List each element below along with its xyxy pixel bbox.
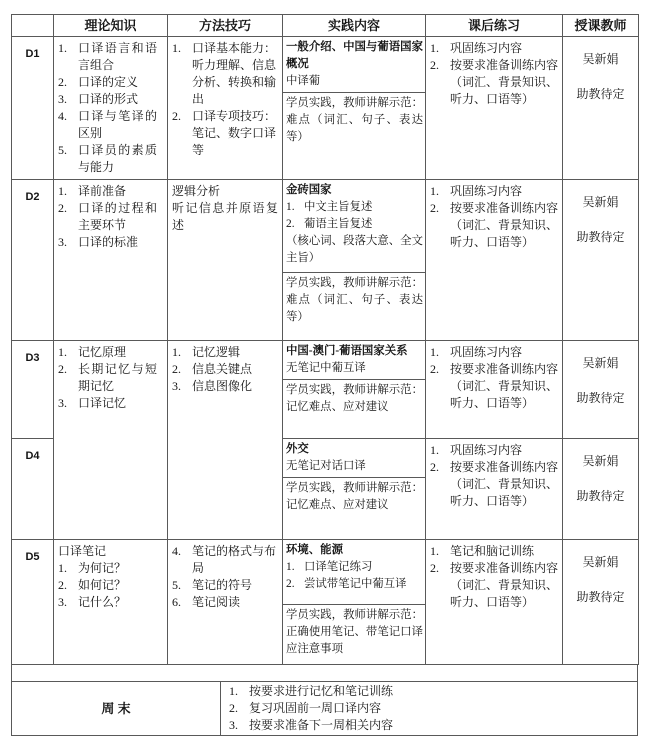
list-number: 2. bbox=[286, 578, 295, 590]
list-text: 按要求准备训练内容（词汇、背景知识、听力、口语等） bbox=[450, 58, 559, 106]
list-text: 笔记和脑记训练 bbox=[450, 544, 535, 558]
list-text: 巩固练习内容 bbox=[450, 443, 523, 457]
cell-d2-methods bbox=[168, 180, 283, 341]
list-item bbox=[172, 344, 278, 361]
list-number: 5. bbox=[58, 143, 67, 157]
weekend-label: 周 末 bbox=[12, 682, 221, 735]
cell-d2-teacher bbox=[563, 180, 639, 341]
list-number: 2. bbox=[58, 75, 67, 89]
list-number: 5. bbox=[172, 578, 181, 592]
list-item bbox=[430, 200, 558, 251]
list-number: 2. bbox=[430, 201, 439, 215]
list-item bbox=[58, 200, 163, 234]
cell-d2-homework bbox=[426, 180, 563, 341]
list-number: 2. bbox=[58, 362, 67, 376]
list-item bbox=[58, 108, 163, 142]
practice-demo bbox=[283, 273, 425, 328]
list-item bbox=[430, 344, 558, 361]
list-text: 口译员的素质与能力 bbox=[78, 143, 157, 174]
cell-d1-teacher bbox=[563, 37, 639, 180]
cell-d3-teacher bbox=[563, 341, 639, 439]
teacher-name: 吴新娟 bbox=[582, 555, 619, 569]
assistant-name: 助教待定 bbox=[576, 87, 625, 101]
cell-d4-practice bbox=[283, 439, 426, 540]
empty-row bbox=[11, 665, 638, 682]
list-text: 长期记忆与短期记忆 bbox=[78, 362, 157, 393]
assistant-name: 助教待定 bbox=[576, 230, 625, 244]
cell-d4-homework bbox=[426, 439, 563, 540]
list-number: 1. bbox=[430, 345, 439, 359]
list-number: 1. bbox=[58, 184, 67, 198]
practice-title: 外交 bbox=[286, 443, 309, 455]
cell-d2-theory bbox=[54, 180, 168, 341]
list-item bbox=[58, 183, 163, 200]
practice-note: （核心词、段落大意、全文主旨） bbox=[286, 235, 423, 264]
list-number: 1. bbox=[58, 561, 67, 575]
list-number: 2. bbox=[172, 362, 181, 376]
row-d5 bbox=[12, 540, 639, 665]
practice-demo-text: 学员实践，教师讲解示范：记忆难点、应对建议 bbox=[286, 482, 423, 511]
practice-demo bbox=[283, 380, 425, 418]
cell-d3-practice bbox=[283, 341, 426, 439]
practice-demo bbox=[283, 478, 425, 516]
list-item bbox=[58, 594, 163, 611]
practice-title: 环境、能源 bbox=[286, 544, 343, 556]
day-label-d4: D4 bbox=[12, 439, 54, 540]
list-text: 如何记？ bbox=[78, 578, 127, 592]
list-item bbox=[172, 577, 278, 594]
list-item bbox=[58, 560, 163, 577]
practice-demo-text: 学员实践，教师讲解示范：正确使用笔记、带笔记口译应注意事项 bbox=[286, 609, 423, 655]
list-number: 2. bbox=[430, 460, 439, 474]
list-item bbox=[172, 594, 278, 611]
day-label-d3: D3 bbox=[12, 341, 54, 439]
list-text: 尝试带笔记中葡互译 bbox=[304, 578, 407, 590]
list-number: 4. bbox=[172, 544, 181, 558]
day-label-d1: D1 bbox=[12, 37, 54, 180]
list-text: 口译的标准 bbox=[78, 235, 139, 249]
list-number: 3. bbox=[58, 235, 67, 249]
list-item bbox=[430, 442, 558, 459]
list-item bbox=[172, 108, 278, 159]
list-text: 记什么？ bbox=[78, 595, 127, 609]
list-text: 口译笔记练习 bbox=[304, 561, 373, 573]
day-label-d2: D2 bbox=[12, 180, 54, 341]
list-item bbox=[286, 559, 423, 576]
list-text: 译前准备 bbox=[78, 184, 127, 198]
list-number: 3. bbox=[229, 718, 238, 732]
practice-topic bbox=[283, 341, 425, 380]
list-number: 2. bbox=[172, 109, 181, 123]
list-item bbox=[430, 543, 558, 560]
list-text: 按要求准备训练内容（词汇、背景知识、听力、口语等） bbox=[450, 201, 559, 249]
list-item bbox=[286, 216, 423, 233]
list-text: 口译语言和语言组合 bbox=[78, 41, 157, 72]
list-text: 复习巩固前一周口译内容 bbox=[249, 701, 382, 715]
list-text: 信息图像化 bbox=[192, 379, 253, 393]
cell-d2-practice bbox=[283, 180, 426, 341]
header-practice: 实践内容 bbox=[283, 15, 426, 37]
list-text: 口译专项技巧：笔记、数字口译等 bbox=[192, 109, 277, 157]
row-d2 bbox=[12, 180, 639, 341]
list-item bbox=[286, 576, 423, 593]
list-item bbox=[172, 378, 278, 395]
row-d1 bbox=[12, 37, 639, 180]
schedule-table bbox=[11, 14, 639, 665]
method-line: 逻辑分析 bbox=[172, 184, 221, 198]
teacher-name: 吴新娟 bbox=[582, 356, 619, 370]
list-number: 2. bbox=[58, 578, 67, 592]
practice-demo-text: 学员实践，教师讲解示范：难点（词汇、句子、表达等） bbox=[286, 97, 423, 143]
list-text: 巩固练习内容 bbox=[450, 41, 523, 55]
assistant-name: 助教待定 bbox=[576, 391, 625, 405]
list-number: 2. bbox=[58, 201, 67, 215]
list-text: 按要求准备下一周相关内容 bbox=[249, 718, 394, 732]
list-number: 2. bbox=[430, 58, 439, 72]
list-number: 2. bbox=[229, 701, 238, 715]
cell-d5-theory bbox=[54, 540, 168, 665]
list-item bbox=[58, 74, 163, 91]
cell-d5-methods bbox=[168, 540, 283, 665]
list-item bbox=[172, 361, 278, 378]
list-text: 按要求准备训练内容（词汇、背景知识、听力、口语等） bbox=[450, 460, 559, 508]
list-number: 1. bbox=[172, 345, 181, 359]
practice-subtitle: 无笔记中葡互译 bbox=[286, 362, 366, 374]
course-schedule-table bbox=[11, 14, 638, 736]
list-item bbox=[430, 183, 558, 200]
practice-topic bbox=[283, 180, 425, 273]
teacher-name: 吴新娟 bbox=[582, 454, 619, 468]
list-text: 口译基本能力：听力理解、信息分析、转换和输出 bbox=[192, 41, 277, 106]
list-text: 口译记忆 bbox=[78, 396, 127, 410]
cell-d4-teacher bbox=[563, 439, 639, 540]
list-number: 2. bbox=[430, 362, 439, 376]
list-number: 3. bbox=[58, 396, 67, 410]
practice-title: 一般介绍、中国与葡语国家概况 bbox=[286, 41, 423, 70]
list-text: 葡语主旨复述 bbox=[304, 218, 373, 230]
list-text: 口译的形式 bbox=[78, 92, 139, 106]
list-number: 1. bbox=[430, 544, 439, 558]
practice-demo bbox=[283, 93, 425, 148]
list-number: 1. bbox=[229, 684, 238, 698]
list-item bbox=[58, 234, 163, 251]
cell-d1-practice bbox=[283, 37, 426, 180]
list-number: 6. bbox=[172, 595, 181, 609]
list-item bbox=[58, 91, 163, 108]
list-item bbox=[172, 40, 278, 108]
row-d3 bbox=[12, 341, 639, 439]
list-text: 笔记的符号 bbox=[192, 578, 253, 592]
practice-title: 中国-澳门-葡语国家关系 bbox=[286, 345, 408, 357]
method-line: 听记信息并原语复述 bbox=[172, 201, 278, 232]
list-item bbox=[286, 199, 423, 216]
header-row bbox=[12, 15, 639, 37]
list-number: 1. bbox=[58, 41, 67, 55]
day-label-d5: D5 bbox=[12, 540, 54, 665]
list-text: 巩固练习内容 bbox=[450, 345, 523, 359]
list-number: 2. bbox=[430, 561, 439, 575]
header-teacher: 授课教师 bbox=[563, 15, 639, 37]
list-number: 3. bbox=[58, 92, 67, 106]
list-text: 按要求准备训练内容（词汇、背景知识、听力、口语等） bbox=[450, 561, 559, 609]
header-methods: 方法技巧 bbox=[168, 15, 283, 37]
cell-d1-homework bbox=[426, 37, 563, 180]
list-text: 记忆原理 bbox=[78, 345, 127, 359]
list-item bbox=[229, 683, 631, 700]
header-homework: 课后练习 bbox=[426, 15, 563, 37]
list-item bbox=[172, 543, 278, 577]
list-number: 1. bbox=[286, 561, 295, 573]
cell-d3-theory bbox=[54, 341, 168, 540]
list-item bbox=[58, 142, 163, 176]
list-item bbox=[58, 40, 163, 74]
practice-topic bbox=[283, 439, 425, 478]
list-text: 笔记的格式与布局 bbox=[192, 544, 277, 575]
list-text: 按要求进行记忆和笔记训练 bbox=[249, 684, 394, 698]
practice-demo bbox=[283, 605, 425, 660]
list-item bbox=[58, 395, 163, 412]
list-item bbox=[430, 459, 558, 510]
assistant-name: 助教待定 bbox=[576, 489, 625, 503]
list-item bbox=[430, 560, 558, 611]
list-number: 1. bbox=[58, 345, 67, 359]
list-item bbox=[58, 361, 163, 395]
list-item bbox=[430, 361, 558, 412]
assistant-name: 助教待定 bbox=[576, 590, 625, 604]
practice-demo-text: 学员实践，教师讲解示范：记忆难点、应对建议 bbox=[286, 384, 423, 413]
list-number: 4. bbox=[58, 109, 67, 123]
list-number: 2. bbox=[286, 218, 295, 230]
practice-subtitle: 无笔记对话口译 bbox=[286, 460, 366, 472]
header-day bbox=[12, 15, 54, 37]
list-number: 1. bbox=[286, 201, 295, 213]
list-item bbox=[229, 717, 631, 734]
practice-demo-text: 学员实践，教师讲解示范：难点（词汇、句子、表达等） bbox=[286, 277, 423, 323]
list-text: 记忆逻辑 bbox=[192, 345, 241, 359]
list-number: 1. bbox=[172, 41, 181, 55]
cell-d5-teacher bbox=[563, 540, 639, 665]
list-text: 信息关键点 bbox=[192, 362, 253, 376]
cell-d3-methods bbox=[168, 341, 283, 540]
cell-d5-homework bbox=[426, 540, 563, 665]
list-item bbox=[229, 700, 631, 717]
list-number: 1. bbox=[430, 41, 439, 55]
teacher-name: 吴新娟 bbox=[582, 195, 619, 209]
list-item bbox=[58, 577, 163, 594]
list-text: 笔记阅读 bbox=[192, 595, 241, 609]
cell-d1-methods bbox=[168, 37, 283, 180]
practice-topic bbox=[283, 37, 425, 93]
list-text: 口译与笔译的区别 bbox=[78, 109, 157, 140]
list-item bbox=[430, 57, 558, 108]
practice-title: 金砖国家 bbox=[286, 184, 332, 196]
list-text: 按要求准备训练内容（词汇、背景知识、听力、口语等） bbox=[450, 362, 559, 410]
cell-d1-theory bbox=[54, 37, 168, 180]
cell-d3-homework bbox=[426, 341, 563, 439]
list-text: 口译的定义 bbox=[78, 75, 139, 89]
list-number: 1. bbox=[430, 184, 439, 198]
practice-topic bbox=[283, 540, 425, 605]
list-number: 1. bbox=[430, 443, 439, 457]
list-text: 巩固练习内容 bbox=[450, 184, 523, 198]
list-number: 3. bbox=[58, 595, 67, 609]
list-text: 口译的过程和主要环节 bbox=[78, 201, 157, 232]
cell-d5-practice bbox=[283, 540, 426, 665]
teacher-name: 吴新娟 bbox=[582, 52, 619, 66]
theory-header: 口译笔记 bbox=[58, 544, 107, 558]
practice-subtitle: 中译葡 bbox=[286, 75, 321, 87]
list-text: 中文主旨复述 bbox=[304, 201, 373, 213]
list-number: 3. bbox=[172, 379, 181, 393]
list-item bbox=[430, 40, 558, 57]
header-theory: 理论知识 bbox=[54, 15, 168, 37]
list-item bbox=[58, 344, 163, 361]
weekend-row bbox=[11, 682, 638, 736]
list-text: 为何记？ bbox=[78, 561, 127, 575]
weekend-tasks bbox=[221, 682, 637, 735]
